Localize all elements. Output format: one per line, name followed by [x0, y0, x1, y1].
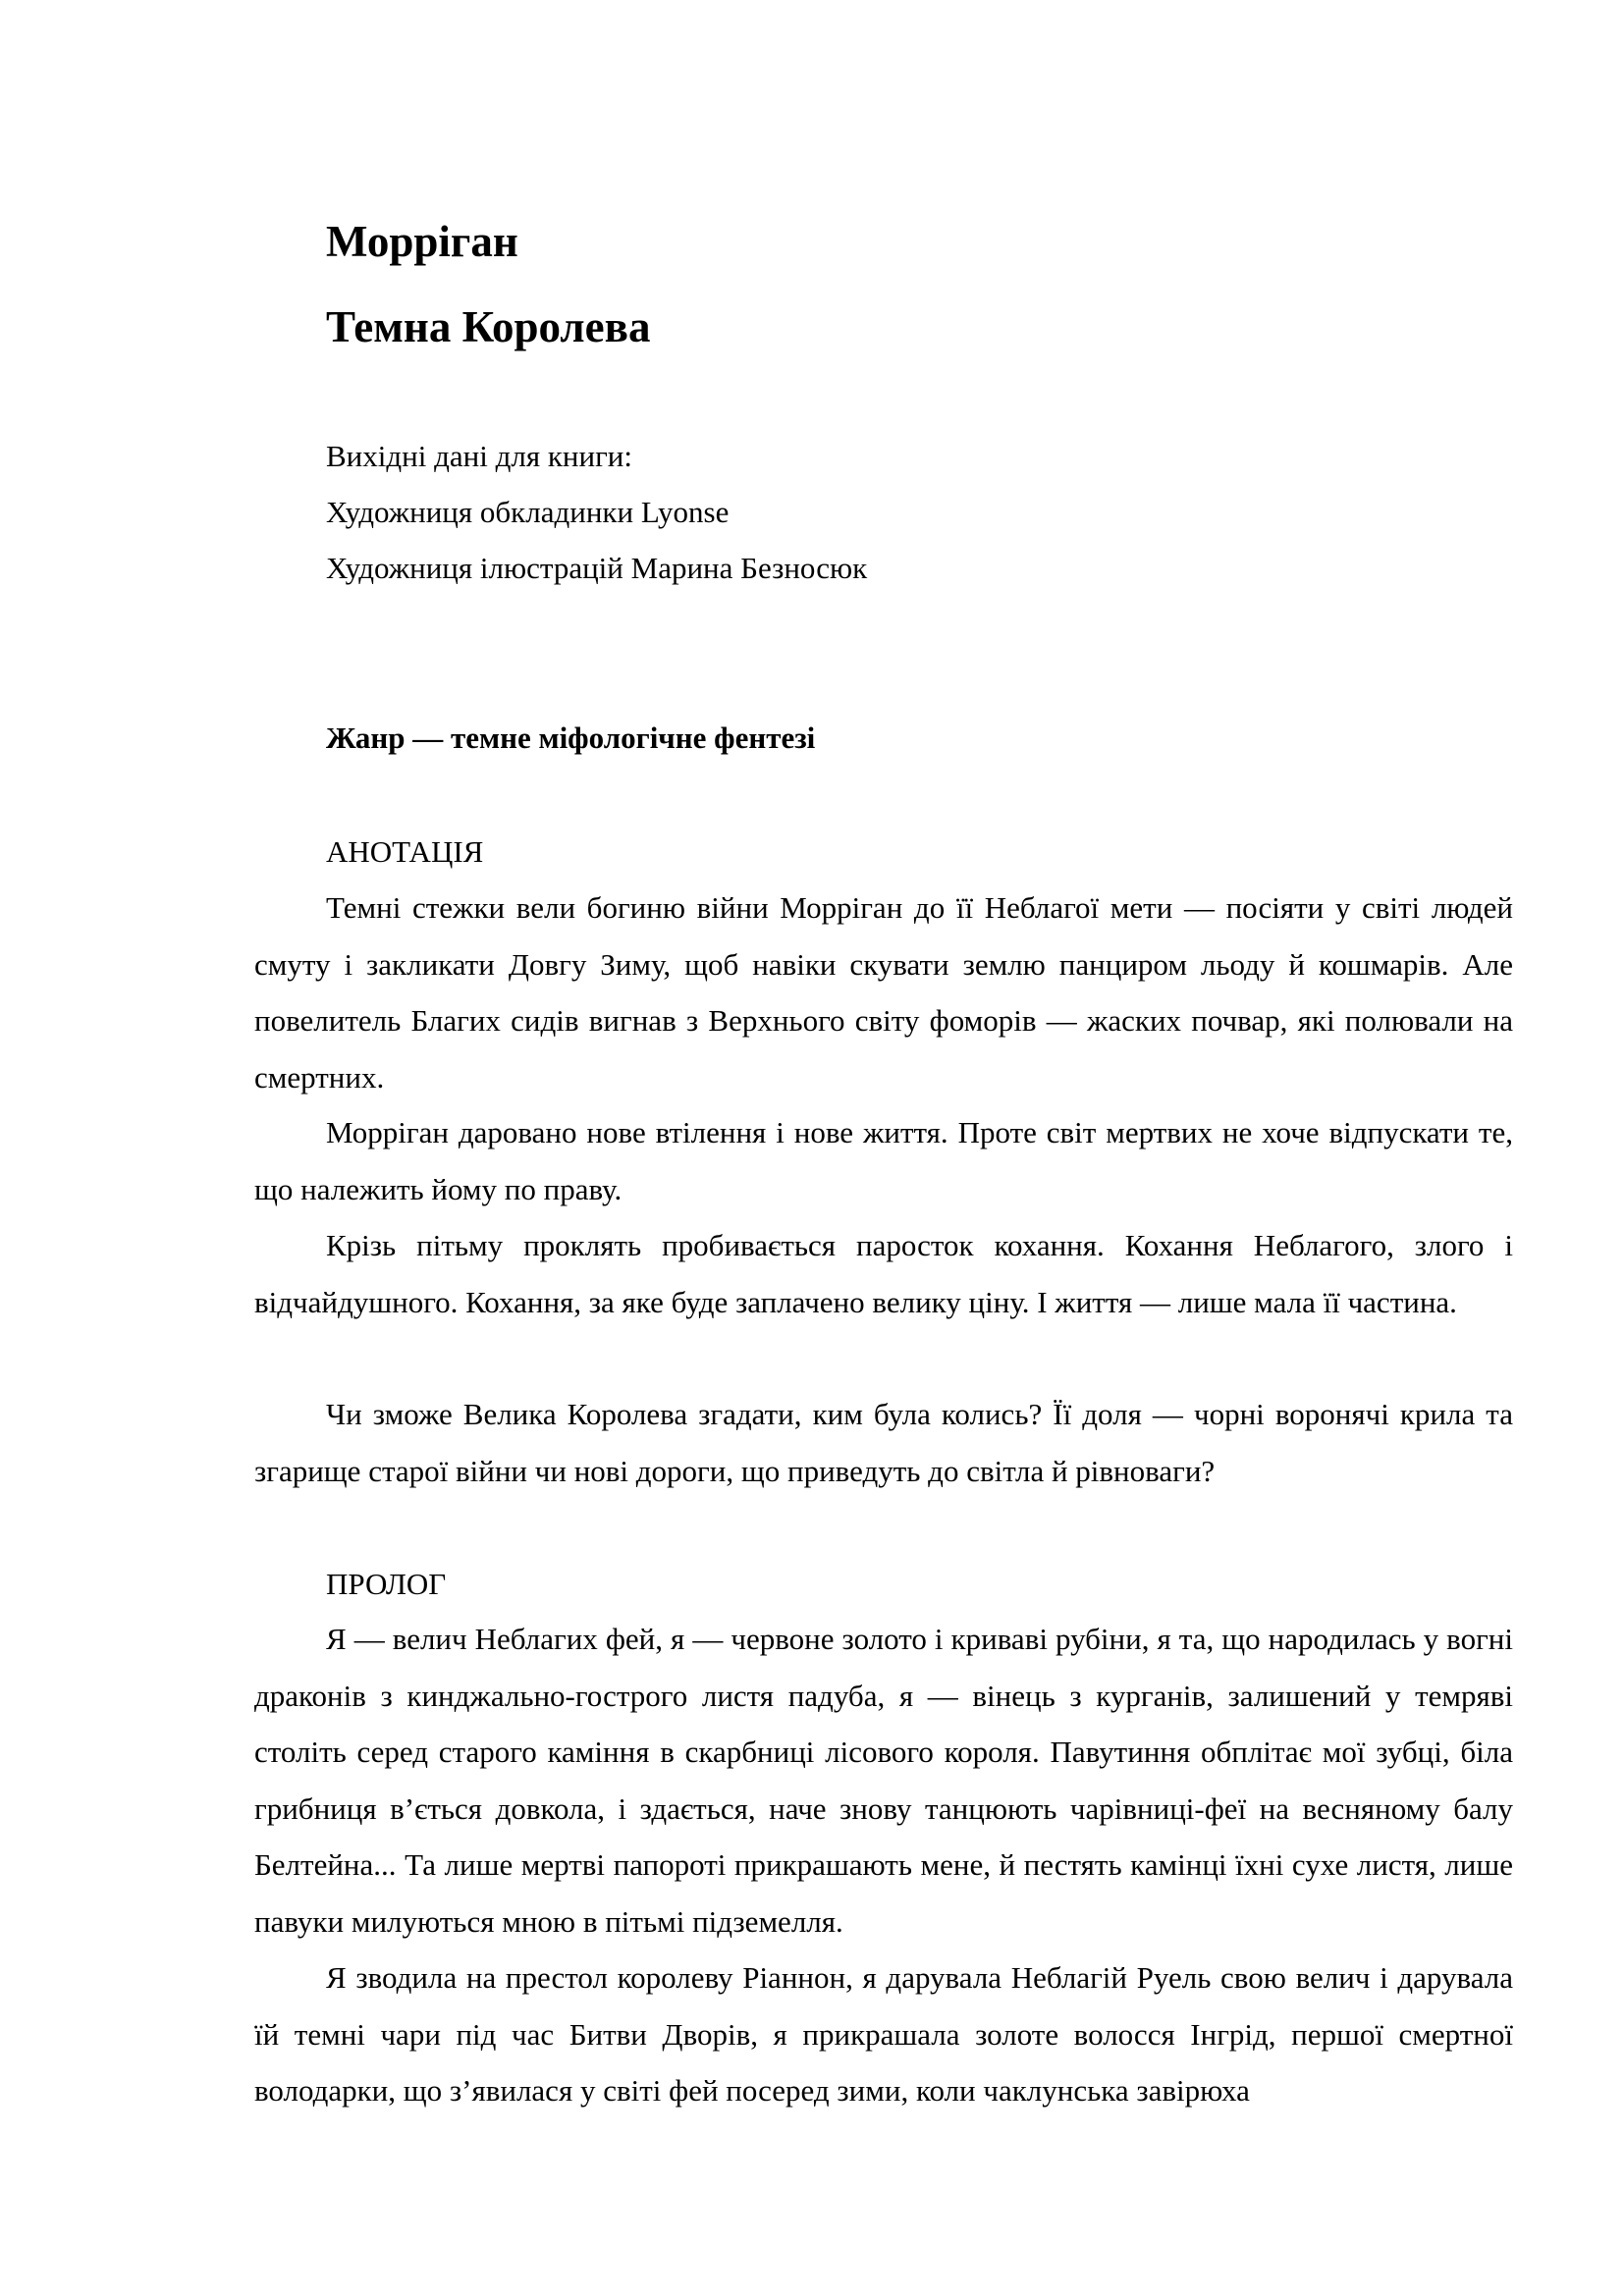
annotation-paragraph: Чи зможе Велика Королева згадати, ким була колись? Її доля — чорні воронячі крила та згарище старої війни чи нові дороги, що приведуть до світла й рівноваги? — [254, 1397, 1513, 1488]
prologue-paragraph: Я зводила на престол королеву Ріаннон, я дарувала Неблагій Руель свою велич і дарувала їй темні чари під час Битви Дворів, я прикрашала золоте волосся Інгрід, першої смертної володарки, що з’явилася у світі фей посеред зими, коли чаклунська завірюха — [254, 1960, 1513, 2108]
genre-line: Жанр — темне міфологічне фентезі — [326, 721, 816, 755]
annotation-paragraph: Темні стежки вели богиню війни Морріган до її Неблагої мети — посіяти у світі людей смуту і закликати Довгу Зиму, щоб навіки скувати землю панциром льоду й кошмарів. Але повелитель Благих сидів вигнав з Верхнього світу фоморів — жаских почвар, які полювали на смертних. — [254, 890, 1513, 1095]
publication-heading: Вихідні дані для книги: — [326, 439, 632, 473]
prologue-heading: ПРОЛОГ — [326, 1567, 447, 1601]
annotation-paragraph: Морріган даровано нове втілення і нове життя. Проте світ мертвих не хоче відпускати те, що належить йому по праву. — [254, 1115, 1513, 1206]
annotation-heading: АНОТАЦІЯ — [326, 834, 484, 869]
book-title: Морріган — [326, 217, 518, 266]
annotation-paragraph: Крізь пітьму проклять пробивається паросток кохання. Кохання Неблагого, злого і відчайдушного. Кохання, за яке буде заплачено велику ціну. І життя — лише мала її частина. — [254, 1228, 1513, 1319]
cover-artist-credit: Художниця обкладинки Lyonse — [326, 495, 730, 529]
book-subtitle: Темна Королева — [326, 302, 651, 351]
prologue-paragraph: Я — велич Неблагих фей, я — червоне золото і криваві рубіни, я та, що народилась у вогні драконів з кинджально-гострого листя падуба, я — вінець з курганів, залишений у темряві століть серед старого каміння в скарбниці лісового короля. Павутиння обплітає мої зубці, біла грибниця в’ється довкола, і здається, наче знову танцюють чарівниці-феї на весняному балу Белтейна... Та лише мертві папороті прикрашають мене, й пестять камінці їхні сухе листя, лише павуки милуються мною в пітьмі підземелля. — [254, 1622, 1513, 1939]
illustrator-credit: Художниця ілюстрацій Марина Безносюк — [326, 551, 868, 585]
